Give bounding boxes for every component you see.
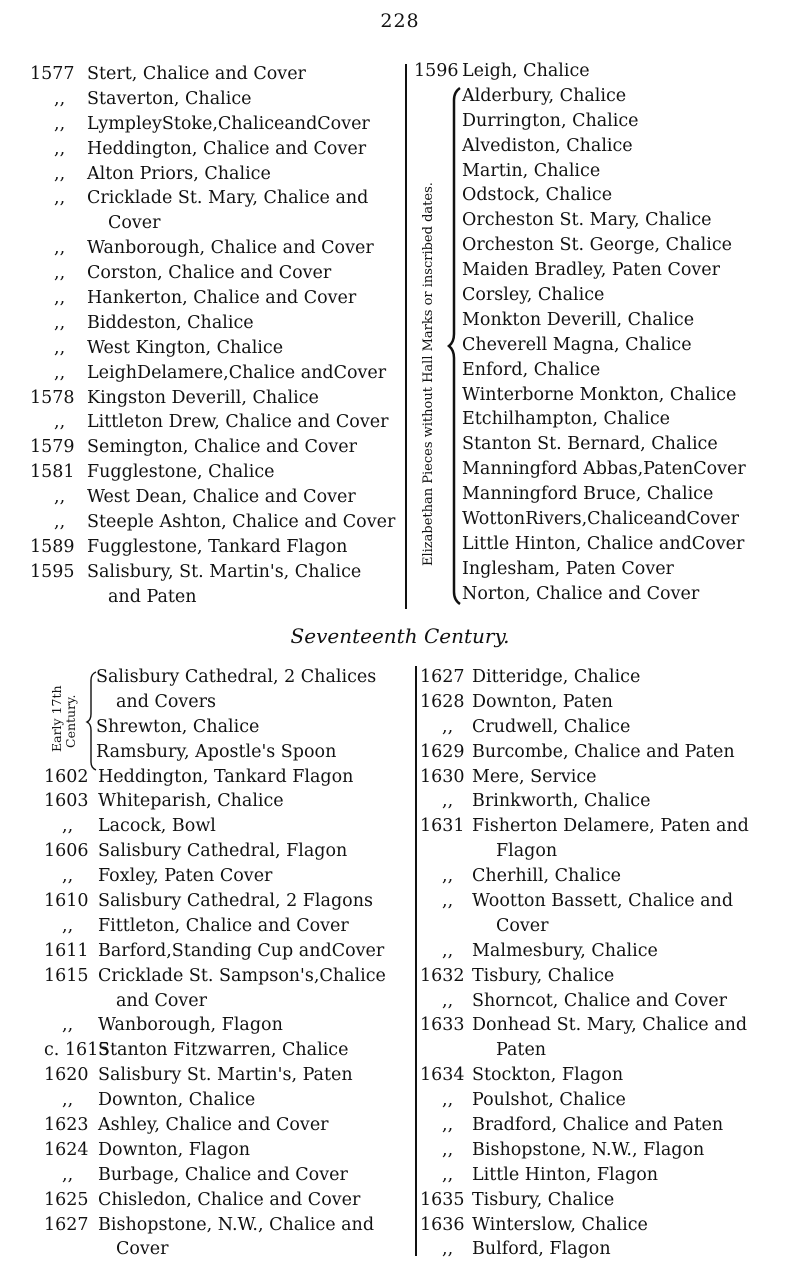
list-item: [30, 236, 400, 261]
year: 1589: [30, 536, 75, 557]
list-item: [420, 1063, 790, 1088]
entry-continuation: Flagon: [496, 841, 558, 862]
list-item: [44, 1088, 404, 1113]
ditto-mark: ,,: [54, 113, 66, 134]
year: 1595: [30, 561, 75, 582]
entry-text: Cherhill, Chalice: [472, 866, 622, 887]
list-item: [44, 665, 404, 690]
entry-text: Fittleton, Chalice and Cover: [98, 915, 349, 936]
list-item: [420, 765, 790, 790]
list-item: [30, 261, 400, 286]
list-item: [30, 510, 400, 535]
list-item: [420, 1013, 790, 1038]
entry-continuation: Cover: [496, 915, 549, 936]
entry-text: Cricklade St. Mary, Chalice and: [87, 188, 369, 209]
entry-text: Stanton St. Bernard, Chalice: [462, 434, 718, 455]
entry-text: Monkton Deverill, Chalice: [462, 309, 695, 330]
list-item: [414, 183, 784, 208]
year: 1625: [44, 1189, 89, 1210]
list-item: [30, 410, 400, 435]
list-item: [414, 457, 784, 482]
list-item: [44, 814, 404, 839]
list-item-continuation: [420, 914, 790, 939]
entry-text: Ramsbury, Apostle's Spoon: [96, 741, 337, 762]
entry-text: Whiteparish, Chalice: [98, 791, 284, 812]
ditto-mark: ,,: [62, 915, 74, 936]
list-item: [414, 557, 784, 582]
list-item-continuation: [44, 1237, 404, 1262]
list-item-continuation: [44, 989, 404, 1014]
entry-text: Winterslow, Chalice: [472, 1214, 648, 1235]
year: 1606: [44, 841, 89, 862]
list-item: [420, 789, 790, 814]
list-item: [414, 407, 784, 432]
entry-text: Fugglestone, Tankard Flagon: [87, 536, 348, 557]
list-item: [30, 286, 400, 311]
entry-text: Biddeston, Chalice: [87, 312, 254, 333]
list-item: [44, 839, 404, 864]
list-item: [420, 740, 790, 765]
year: 1603: [44, 791, 89, 812]
entry-text: Ditteridge, Chalice: [472, 667, 641, 687]
list-item: [414, 482, 784, 507]
list-item: [30, 137, 400, 162]
entry-text: Staverton, Chalice: [87, 88, 252, 109]
early-label-line1: Early 17th: [49, 685, 64, 752]
list-item: [414, 109, 784, 134]
year: 1634: [420, 1065, 465, 1086]
year: 1633: [420, 1015, 465, 1036]
ditto-mark: ,,: [54, 263, 66, 284]
year: 1628: [420, 691, 465, 712]
year: 1579: [30, 437, 75, 458]
ditto-mark: ,,: [442, 1239, 454, 1260]
list-item: [414, 208, 784, 233]
ditto-mark: ,,: [442, 990, 454, 1011]
list-item: [414, 308, 784, 333]
list-item: [30, 560, 400, 585]
entry-text: Hankerton, Chalice and Cover: [87, 288, 357, 309]
entry-text: Winterborne Monkton, Chalice: [462, 384, 737, 405]
ditto-mark: ,,: [62, 866, 74, 887]
ditto-mark: ,,: [54, 487, 66, 508]
entry-text: Malmesbury, Chalice: [472, 940, 658, 961]
list-item: [414, 258, 784, 283]
year: 1623: [44, 1115, 89, 1136]
entry-text: Salisbury, St. Martin's, Chalice: [87, 561, 362, 582]
list-item: [420, 1088, 790, 1113]
entry-text: Salisbury Cathedral, Flagon: [98, 841, 348, 862]
entry-text: Burbage, Chalice and Cover: [98, 1164, 348, 1185]
entry-text: Bulford, Flagon: [472, 1239, 611, 1260]
entry-text: Shorncot, Chalice and Cover: [472, 990, 727, 1011]
list-item: [420, 1237, 790, 1262]
entry-text: Wanborough, Flagon: [98, 1015, 283, 1036]
entry-text: Lacock, Bowl: [98, 816, 216, 837]
entry-text: Mere, Service: [472, 766, 597, 787]
list-item-continuation: [420, 1038, 790, 1063]
entry-text: Barford,Standing Cup andCover: [98, 940, 385, 961]
list-item: [44, 740, 404, 765]
list-item: [420, 1163, 790, 1188]
ditto-mark: ,,: [442, 716, 454, 737]
undated-label: Elizabethan Pieces without Hall Marks or inscribed dates.: [421, 182, 436, 566]
year: 1577: [30, 64, 75, 84]
list-item: [414, 233, 784, 258]
list-item: [420, 1188, 790, 1213]
elizabethan-right-column: [414, 59, 784, 607]
entry-text: Tisbury, Chalice: [472, 965, 615, 986]
list-item: [420, 1213, 790, 1238]
ditto-mark: ,,: [62, 1015, 74, 1036]
list-item: [30, 62, 400, 87]
entry-continuation: Cover: [116, 1239, 169, 1260]
entry-text: Semington, Chalice and Cover: [87, 437, 357, 458]
list-item: [414, 283, 784, 308]
list-item: [414, 358, 784, 383]
year: 1602: [44, 766, 89, 787]
list-item: [414, 84, 784, 109]
column-divider-top: [405, 64, 407, 609]
undated-brace: [448, 86, 464, 606]
list-item-continuation: [44, 690, 404, 715]
seventeenth-left-list: [44, 765, 404, 1263]
list-item: [44, 765, 404, 790]
entry-text: Alderbury, Chalice: [462, 85, 627, 106]
list-item: [30, 361, 400, 386]
entry-text: Salisbury St. Martin's, Paten: [98, 1065, 353, 1086]
ditto-mark: ,,: [62, 1164, 74, 1185]
entry-continuation: Paten: [496, 1040, 547, 1061]
list-item: [30, 112, 400, 137]
entry-text: Stert, Chalice and Cover: [87, 64, 306, 84]
entry-text: Alvediston, Chalice: [462, 135, 633, 156]
entry-text: Heddington, Chalice and Cover: [87, 138, 367, 159]
entry-text: LeighDelamere,Chalice andCover: [87, 362, 387, 383]
entry-text: Littleton Drew, Chalice and Cover: [87, 412, 389, 433]
year: 1615: [44, 965, 89, 986]
ditto-mark: ,,: [442, 791, 454, 812]
entry-text: Fugglestone, Chalice: [87, 462, 275, 483]
entry-text: Inglesham, Paten Cover: [462, 558, 674, 579]
section-title: Seventeenth Century.: [290, 624, 510, 648]
list-item: [414, 432, 784, 457]
list-item: [44, 1038, 404, 1063]
entry-text: Shrewton, Chalice: [96, 716, 260, 737]
year: 1596: [414, 61, 459, 81]
entry-text: Poulshot, Chalice: [472, 1090, 626, 1111]
ditto-mark: ,,: [54, 512, 66, 533]
ditto-mark: ,,: [442, 1090, 454, 1111]
year: 1631: [420, 816, 465, 837]
year: 1610: [44, 891, 89, 912]
entry-text: Cricklade St. Sampson's,Chalice: [98, 965, 386, 986]
list-item: [30, 535, 400, 560]
entry-text: Bishopstone, N.W., Flagon: [472, 1139, 705, 1160]
entry-text: Wanborough, Chalice and Cover: [87, 238, 374, 259]
entry-text: Wootton Bassett, Chalice and: [472, 891, 734, 912]
list-item: [420, 889, 790, 914]
entry-text: Manningford Bruce, Chalice: [462, 484, 714, 505]
list-item-continuation: [30, 211, 400, 236]
list-item: [44, 1063, 404, 1088]
list-item: [44, 914, 404, 939]
year: 1581: [30, 462, 75, 483]
entry-continuation: and Paten: [108, 586, 197, 607]
list-item: [414, 159, 784, 184]
entry-text: Kingston Deverill, Chalice: [87, 387, 319, 408]
ditto-mark: ,,: [62, 816, 74, 837]
entry-text: Salisbury Cathedral, 2 Flagons: [98, 891, 373, 912]
entry-text: Maiden Bradley, Paten Cover: [462, 260, 721, 281]
list-item: [44, 964, 404, 989]
ditto-mark: ,,: [54, 238, 66, 259]
entry-text: Manningford Abbas,PatenCover: [462, 459, 746, 480]
entry-text: Stanton Fitzwarren, Chalice: [98, 1040, 349, 1061]
ditto-mark: ,,: [54, 362, 66, 383]
list-item: [44, 889, 404, 914]
entry-text: Downton, Paten: [472, 691, 613, 712]
list-item: [30, 186, 400, 211]
list-item: [420, 989, 790, 1014]
entry-text: Leigh, Chalice: [462, 61, 590, 81]
entry-text: West Dean, Chalice and Cover: [87, 487, 356, 508]
ditto-mark: ,,: [54, 312, 66, 333]
entry-text: Downton, Flagon: [98, 1139, 250, 1160]
year: 1578: [30, 387, 75, 408]
entry-text: Corston, Chalice and Cover: [87, 263, 332, 284]
list-item: [30, 162, 400, 187]
list-item: [414, 333, 784, 358]
early-brace: [86, 670, 98, 770]
ditto-mark: ,,: [442, 1164, 454, 1185]
list-item: [420, 1113, 790, 1138]
ditto-mark: ,,: [54, 88, 66, 109]
undated-items-list: [414, 84, 784, 607]
entry-text: Bradford, Chalice and Paten: [472, 1115, 724, 1136]
entry-continuation: and Covers: [116, 691, 216, 712]
list-item-continuation: [30, 585, 400, 610]
entry-text: LympleyStoke,ChaliceandCover: [87, 113, 370, 134]
list-item: [44, 1213, 404, 1238]
ditto-mark: ,,: [54, 412, 66, 433]
list-item: [44, 939, 404, 964]
ditto-mark: ,,: [54, 163, 66, 184]
entry-text: Burcombe, Chalice and Paten: [472, 741, 735, 762]
year: 1630: [420, 766, 465, 787]
entry-text: Salisbury Cathedral, 2 Chalices: [96, 667, 377, 687]
list-item: [414, 134, 784, 159]
ditto-mark: ,,: [442, 891, 454, 912]
year: 1636: [420, 1214, 465, 1235]
entry-text: Orcheston St. Mary, Chalice: [462, 210, 712, 231]
column-divider-bottom: [415, 666, 417, 1256]
list-item: [30, 435, 400, 460]
entry-text: Crudwell, Chalice: [472, 716, 631, 737]
list-item: [30, 485, 400, 510]
list-item: [44, 864, 404, 889]
list-item: [420, 1138, 790, 1163]
entry-text: Ashley, Chalice and Cover: [98, 1115, 329, 1136]
entry-text: Steeple Ashton, Chalice and Cover: [87, 512, 396, 533]
entry-text: Foxley, Paten Cover: [98, 866, 273, 887]
list-item: [30, 336, 400, 361]
year: 1627: [420, 667, 465, 687]
entry-continuation: Cover: [108, 213, 161, 234]
list-item: [30, 386, 400, 411]
entry-text: Etchilhampton, Chalice: [462, 409, 670, 430]
entry-text: Donhead St. Mary, Chalice and: [472, 1015, 748, 1036]
list-item: [414, 383, 784, 408]
ditto-mark: ,,: [54, 138, 66, 159]
entry-text: Martin, Chalice: [462, 160, 601, 181]
list-item: [420, 665, 790, 690]
list-item: [30, 460, 400, 485]
entry-text: Enford, Chalice: [462, 359, 601, 380]
list-item: [420, 939, 790, 964]
year: c. 1615: [44, 1040, 110, 1061]
entry-text: West Kington, Chalice: [87, 337, 284, 358]
year: 1629: [420, 741, 465, 762]
entry-text: Fisherton Delamere, Paten and: [472, 816, 749, 837]
early-17th-block: [44, 665, 404, 765]
ditto-mark: ,,: [54, 188, 66, 209]
entry-continuation: and Cover: [116, 990, 208, 1011]
year: 1635: [420, 1189, 465, 1210]
entry-text: Little Hinton, Chalice andCover: [462, 533, 745, 554]
elizabethan-left-column: [30, 62, 400, 610]
entry-text: Alton Priors, Chalice: [87, 163, 271, 184]
entry-text: Norton, Chalice and Cover: [462, 583, 700, 604]
entry-text: Tisbury, Chalice: [472, 1189, 615, 1210]
list-item: [420, 715, 790, 740]
entry-text: Brinkworth, Chalice: [472, 791, 651, 812]
entry-text: Orcheston St. George, Chalice: [462, 235, 733, 256]
ditto-mark: ,,: [62, 1090, 74, 1111]
list-item: [44, 1113, 404, 1138]
ditto-mark: ,,: [54, 337, 66, 358]
entry-text: Bishopstone, N.W., Chalice and: [98, 1214, 375, 1235]
list-item: [420, 690, 790, 715]
ditto-mark: ,,: [442, 940, 454, 961]
entry-text: Heddington, Tankard Flagon: [98, 766, 354, 787]
ditto-mark: ,,: [54, 288, 66, 309]
ditto-mark: ,,: [442, 1115, 454, 1136]
entry-text: Corsley, Chalice: [462, 285, 605, 306]
entry-text: Odstock, Chalice: [462, 185, 613, 206]
list-item: [44, 715, 404, 740]
year: 1620: [44, 1065, 89, 1086]
ditto-mark: ,,: [442, 1139, 454, 1160]
list-item: [420, 964, 790, 989]
list-item: [30, 87, 400, 112]
year: 1632: [420, 965, 465, 986]
list-item: [420, 814, 790, 839]
entry-text: Stockton, Flagon: [472, 1065, 624, 1086]
list-item: [44, 1188, 404, 1213]
entry-text: WottonRivers,ChaliceandCover: [462, 509, 740, 530]
entry-text: Cheverell Magna, Chalice: [462, 334, 692, 355]
list-item: [44, 1013, 404, 1038]
year: 1624: [44, 1139, 89, 1160]
seventeenth-right-column: [420, 665, 790, 1262]
list-item-continuation: [420, 839, 790, 864]
entry-text: Durrington, Chalice: [462, 110, 639, 131]
entry-text: Chisledon, Chalice and Cover: [98, 1189, 361, 1210]
list-item: [44, 1163, 404, 1188]
entry-text: Little Hinton, Flagon: [472, 1164, 659, 1185]
list-item: [44, 789, 404, 814]
list-item: [420, 864, 790, 889]
list-item: [414, 507, 784, 532]
list-item: [414, 582, 784, 607]
list-item: [414, 532, 784, 557]
entry-text: Downton, Chalice: [98, 1090, 256, 1111]
list-item: [44, 1138, 404, 1163]
page-number: 228: [380, 10, 420, 32]
seventeenth-left-column: [44, 665, 404, 1262]
year: 1627: [44, 1214, 89, 1235]
year: 1611: [44, 940, 89, 961]
ditto-mark: ,,: [442, 866, 454, 887]
list-item: [414, 59, 784, 84]
list-item: [30, 311, 400, 336]
early-label-line2: Century.: [63, 694, 78, 748]
